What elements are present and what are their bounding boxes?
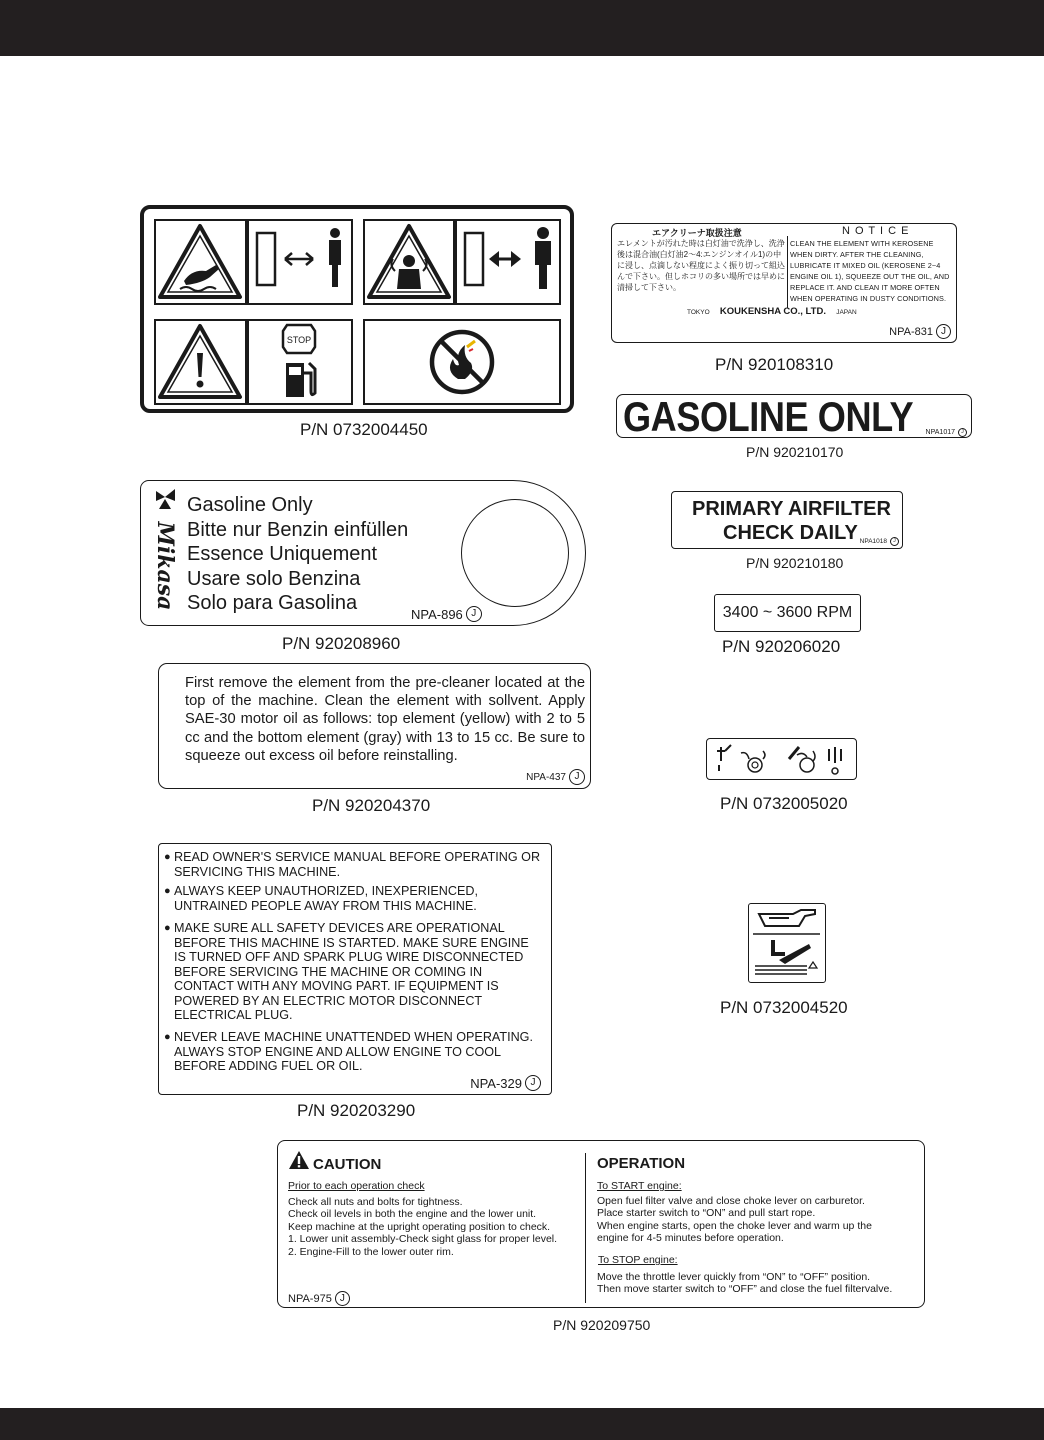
keep-distance-icon (457, 221, 559, 303)
part-number-caution: P/N 920209750 (553, 1317, 651, 1333)
fuel-line-fr: Essence Uniquement (187, 543, 378, 565)
hot-surface-icon (156, 221, 245, 303)
rotating-parts-cell (363, 219, 455, 305)
j-mark-icon: J (335, 1291, 350, 1306)
no-fire-icon (365, 321, 559, 403)
start-body: Open fuel filter valve and close choke lever on carburetor. Place starter switch to “ON” and pull start rope. When engine starts, open the choke lever and warm up the engine for 4-5 minutes before operation. (597, 1195, 872, 1245)
airfilter-line1: PRIMARY AIRFILTER (692, 498, 891, 520)
part-number-airfilter: P/N 920210180 (746, 555, 844, 571)
part-number-mikasa: P/N 920208960 (282, 634, 401, 653)
rule-text: NEVER LEAVE MACHINE UNATTENDED WHEN OPERATING. ALWAYS STOP ENGINE AND ALLOW ENGINE TO COOL BEFORE ADDING FUEL OR OIL. (174, 1030, 533, 1073)
caution-operation-divider (585, 1153, 586, 1303)
rule-item (164, 850, 549, 879)
rotating-parts-icon (365, 221, 453, 303)
caution-triangle-icon (288, 1150, 310, 1170)
mikasa-logo-icon (153, 487, 179, 513)
j-mark-icon: J (569, 769, 585, 785)
j-mark-icon: J (958, 428, 967, 437)
notice-jp-title: エアクリーナ取扱注意 (652, 228, 742, 238)
rule-text: READ OWNER'S SERVICE MANUAL BEFORE OPERATING OR SERVICING THIS MACHINE. (174, 850, 541, 879)
airfilter-code-text: NPA1018 (859, 538, 887, 545)
mikasa-brand: Mikasa (152, 521, 178, 611)
fuel-line-it: Usare solo Benzina (187, 567, 361, 590)
rpm-label (714, 594, 861, 632)
mikasa-fuel-label (140, 480, 586, 626)
bullet-icon: ● (164, 1031, 171, 1043)
stop-subtitle: To STOP engine: (598, 1254, 678, 1266)
caution-title: CAUTION (313, 1156, 382, 1173)
caution-code (288, 1291, 350, 1306)
choke-icon (707, 739, 855, 779)
caution-body: Check all nuts and bolts for tightness. Check oil levels in both the engine and the lower unit. Keep machine at the upright operating position to check. 1. Lower unit assembly-Check sight glass for proper level. 2. Engine-Fill to the lower outer rim. (288, 1196, 558, 1258)
gasoline-only-code-text: NPA1017 (925, 429, 955, 436)
mikasa-code (411, 606, 482, 622)
top-bar (0, 0, 1044, 56)
j-mark-icon: J (466, 606, 482, 622)
j-mark-icon: J (890, 537, 899, 546)
rule-item (164, 1030, 549, 1074)
keep-distance-icon (249, 221, 351, 303)
fuel-line-en: Gasoline Only (187, 494, 313, 516)
rpm-text: 3400 ~ 3600 RPM (722, 604, 853, 621)
bullet-icon: ● (164, 922, 171, 934)
caution-operation-label (277, 1140, 925, 1308)
stop-body: Move the throttle lever quickly from “ON” to “OFF” position. Then move starter switch to “OFF” and close the fuel filtervalve. (597, 1271, 893, 1296)
part-number-choke: P/N 0732005020 (720, 794, 848, 813)
stop-text: STOP (286, 335, 312, 345)
fuel-line-de: Bitte nur Benzin einfüllen (187, 518, 409, 541)
operation-title: OPERATION (597, 1155, 686, 1172)
precleaner-text: First remove the element from the pre-cleaner located at the top of the machine. Clean the element with sollvent. Apply SAE-30 motor oil as follows: top element (yellow) with 2 to 5 cc and the bottom element (gray) with 13 to 15 cc. Be sure to squeeze out excess oil before reinstalling. (185, 675, 585, 764)
choke-label (706, 738, 857, 780)
rule-item (164, 921, 549, 1023)
precleaner-code-text: NPA-437 (526, 771, 566, 783)
caution-subtitle: Prior to each operation check (288, 1180, 425, 1192)
rule-item (164, 884, 549, 913)
rule-text: ALWAYS KEEP UNAUTHORIZED, INEXPERIENCED, UNTRAINED PEOPLE AWAY FROM THIS MACHINE. (174, 884, 478, 913)
rule-text: MAKE SURE ALL SAFETY DEVICES ARE OPERATIONAL BEFORE THIS MACHINE IS STARTED. MAKE SURE ENGINE IS TURNED OFF AND SPARK PLUG WIRE DISCONNECTED BEFORE SERVICING THE MACHINE OR COMING IN CONTACT WITH ANY MOVING PART. IF EQUIPMENT IS POWERED BY AN ELECTRIC MOTOR DISCONNECT ELECTRICAL PLUG. (174, 921, 529, 1022)
gasoline-only-text: GASOLINE ONLY (623, 393, 914, 440)
fuel-language-lines (187, 493, 408, 616)
company-name: KOUKENSHA CO., LTD. (719, 306, 826, 317)
j-mark-icon: J (936, 324, 951, 339)
part-number-rpm: P/N 920206020 (722, 637, 841, 656)
notice-jp-text: エレメントが汚れた時は白灯油で洗浄し、洗浄後は混合油(白灯油2〜4:エンジンオイル1)の中に浸し、点滴しない程度によく振り切って組込んで下さい。但しホコリの多い場所では早めに清掃して下さい。 (617, 239, 785, 292)
notice-code-text: NPA-831 (889, 325, 933, 338)
notice-en-text: CLEAN THE ELEMENT WITH KEROSENE WHEN DIRTY. AFTER THE CLEANING, LUBRICATE IT MIXED OIL (KEROSENE 2~4 ENGINE OIL 1), SQUEEZE OUT THE OIL, AND REPLACE IT. AND CLEAN IT MORE OFTEN WHEN OPERATING IN DUSTY CONDITIONS. (790, 239, 950, 303)
company-country: JAPAN (836, 309, 857, 316)
part-number-oil: P/N 0732004520 (720, 998, 848, 1017)
mikasa-code-text: NPA-896 (411, 606, 463, 622)
airfilter-line2: CHECK DAILY (723, 522, 858, 544)
part-number-notice: P/N 920108310 (715, 355, 834, 374)
part-number-precleaner: P/N 920204370 (312, 796, 431, 815)
no-fire-cell (363, 319, 561, 405)
notice-company (687, 306, 857, 317)
notice-code (889, 324, 951, 339)
bullet-icon: ● (164, 885, 171, 897)
bottom-bar (0, 1408, 1044, 1440)
oil-label (748, 903, 826, 983)
part-number-gasoline-only: P/N 920210170 (746, 444, 844, 460)
bullet-icon: ● (164, 851, 171, 863)
airfilter-code (860, 537, 899, 546)
exclamation-warning-icon (156, 321, 245, 403)
caution-code-text: NPA-975 (288, 1292, 332, 1305)
part-number-safety: P/N 0732004450 (300, 420, 428, 439)
keep-distance-cell-2 (455, 219, 561, 305)
safety-rules-label (158, 843, 552, 1095)
warning-cell (154, 319, 247, 405)
precleaner-code (526, 769, 585, 785)
j-mark-icon: J (525, 1075, 541, 1091)
primary-airfilter-label (671, 491, 903, 549)
air-cleaner-notice-label (611, 223, 957, 343)
stop-refuel-icon (249, 321, 351, 403)
fuel-line-es: Solo para Gasolina (187, 592, 358, 614)
rules-code-text: NPA-329 (470, 1075, 522, 1091)
notice-en-title: N O T I C E (842, 225, 910, 237)
gasoline-only-label (616, 394, 972, 438)
notice-divider (787, 236, 788, 308)
keep-distance-cell (247, 219, 353, 305)
start-subtitle: To START engine: (597, 1180, 682, 1192)
hot-surface-cell (154, 219, 247, 305)
rules-code (470, 1075, 541, 1091)
stop-refuel-cell (247, 319, 353, 405)
safety-pictogram-label (140, 205, 574, 413)
company-city: TOKYO (687, 309, 710, 316)
precleaner-label (158, 663, 591, 789)
fuel-cap-hole (461, 499, 569, 607)
gasoline-only-code (926, 428, 967, 437)
part-number-rules: P/N 920203290 (297, 1101, 416, 1120)
oil-can-icon (749, 904, 824, 981)
